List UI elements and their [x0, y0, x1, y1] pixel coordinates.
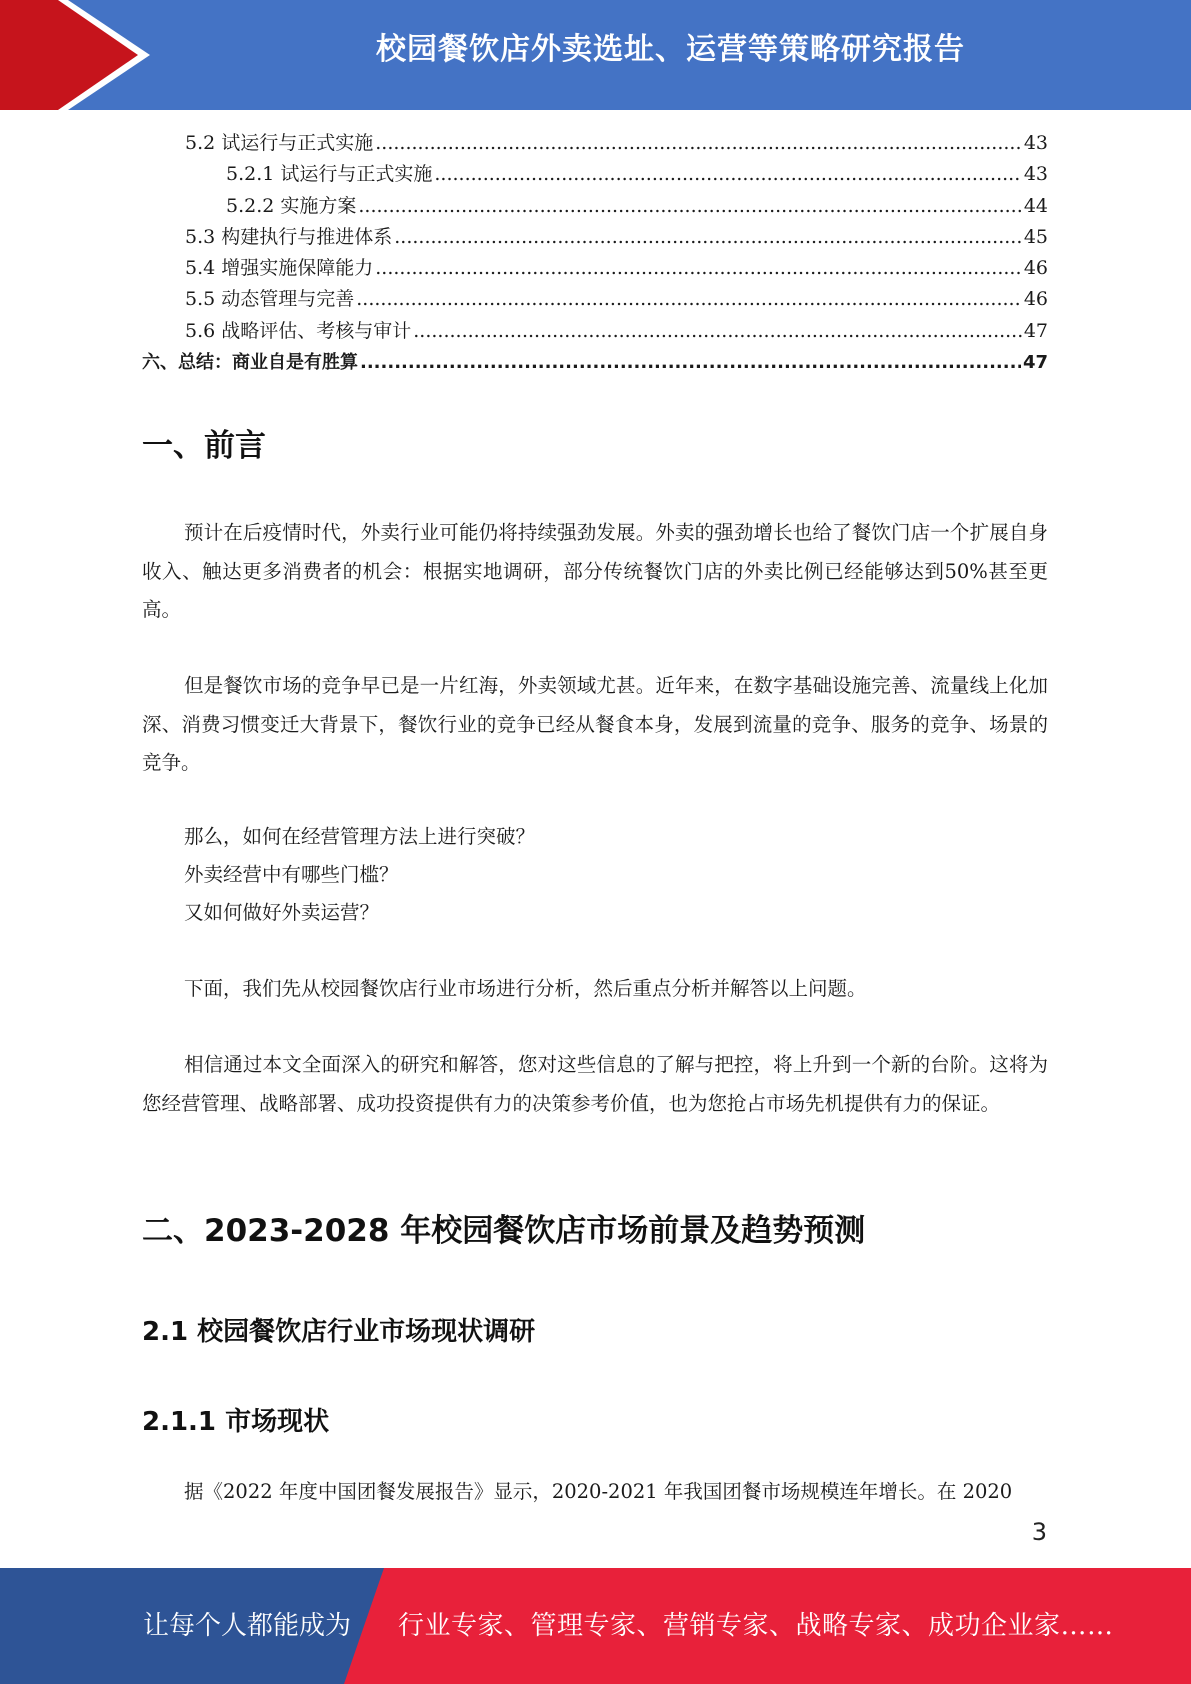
- toc-entry-page: 46: [1023, 257, 1048, 280]
- report-title: 校园餐饮店外卖选址、运营等策略研究报告: [376, 32, 965, 67]
- header-banner: [0, 0, 1191, 110]
- toc-dot-leader: [394, 222, 1022, 253]
- toc-entry-page: 43: [1023, 132, 1048, 154]
- toc-entry[interactable]: [142, 253, 1048, 284]
- paragraph: 下面，我们先从校园餐饮店行业市场进行分析，然后重点分析并解答以上问题。: [184, 977, 867, 1000]
- question-line: 那么，如何在经营管理方法上进行突破？: [184, 825, 536, 848]
- toc-dot-leader: [360, 347, 1021, 378]
- toc-dot-leader: [375, 253, 1022, 284]
- toc-entry[interactable]: [142, 159, 1048, 190]
- footer-banner: [0, 1568, 1191, 1684]
- toc-entry[interactable]: [142, 222, 1048, 253]
- toc-entry-label: 六、总结：商业自是有胜算: [142, 352, 358, 374]
- question-line: 外卖经营中有哪些门槛？: [184, 863, 399, 886]
- toc-entry-page: 47: [1022, 352, 1048, 374]
- toc-dot-leader: [358, 191, 1021, 222]
- toc-entry[interactable]: [142, 347, 1048, 378]
- toc-entry-label: 5.3 构建执行与推进体系: [185, 225, 393, 248]
- toc-entry-page: 43: [1023, 163, 1048, 186]
- toc-dot-leader: [356, 284, 1022, 315]
- toc-entry-page: 46: [1023, 288, 1048, 311]
- page-number: 3: [1031, 1518, 1047, 1546]
- table-of-contents: [142, 128, 1048, 378]
- toc-dot-leader: [375, 128, 1022, 159]
- toc-entry-label: 5.2.2 实施方案: [226, 194, 357, 217]
- toc-dot-leader: [434, 159, 1021, 190]
- paragraph: 预计在后疫情时代，外卖行业可能仍将持续强劲发展。外卖的强劲增长也给了餐饮门店一个扩展自身收入、触达更多消费者的机会：根据实地调研，部分传统餐饮门店的外卖比例已经能够达到50%甚至更高。: [142, 521, 1048, 621]
- footer-slogan-left: 让每个人都能成为: [143, 1611, 352, 1641]
- toc-entry-label: 5.6 战略评估、考核与审计: [185, 319, 412, 342]
- toc-entry-label: 5.2.1 试运行与正式实施: [226, 163, 433, 186]
- toc-entry-label: 5.4 增强实施保障能力: [185, 257, 374, 280]
- toc-dot-leader: [413, 316, 1022, 347]
- toc-entry-page: 45: [1023, 225, 1048, 248]
- subsubsection-heading: 2.1.1 市场现状: [142, 1407, 330, 1437]
- toc-entry-page: 47: [1023, 319, 1048, 342]
- paragraph: 相信通过本文全面深入的研究和解答，您对这些信息的了解与把控，将上升到一个新的台阶。这将为您经营管理、战略部署、成功投资提供有力的决策参考价值，也为您抢占市场先机提供有力的保证。: [142, 1053, 1048, 1115]
- toc-entry[interactable]: [142, 316, 1048, 347]
- section-heading-preface: 一、前言: [142, 428, 266, 464]
- toc-entry-label: 5.5 动态管理与完善: [185, 288, 355, 311]
- toc-entry[interactable]: [142, 128, 1048, 159]
- toc-entry[interactable]: [142, 191, 1048, 222]
- section-heading-market-outlook: 二、2023-2028 年校园餐饮店市场前景及趋势预测: [142, 1213, 866, 1249]
- footer-slogan-right: 行业专家、管理专家、营销专家、战略专家、成功企业家……: [398, 1611, 1114, 1641]
- paragraph: 但是餐饮市场的竞争早已是一片红海，外卖领域尤甚。近年来，在数字基础设施完善、流量线上化加深、消费习惯变迁大背景下，餐饮行业的竞争已经从餐食本身，发展到流量的竞争、服务的竞争、场景的竞争。: [142, 674, 1048, 774]
- subsection-heading: 2.1 校园餐饮店行业市场现状调研: [142, 1317, 536, 1347]
- toc-entry-label: 5.2 试运行与正式实施: [185, 132, 374, 154]
- toc-entry[interactable]: [142, 284, 1048, 315]
- question-line: 又如何做好外卖运营？: [184, 901, 380, 924]
- paragraph: 据《2022 年度中国团餐发展报告》显示，2020-2021 年我国团餐市场规模连年增长。在 2020: [184, 1480, 1013, 1503]
- toc-entry-page: 44: [1023, 194, 1048, 217]
